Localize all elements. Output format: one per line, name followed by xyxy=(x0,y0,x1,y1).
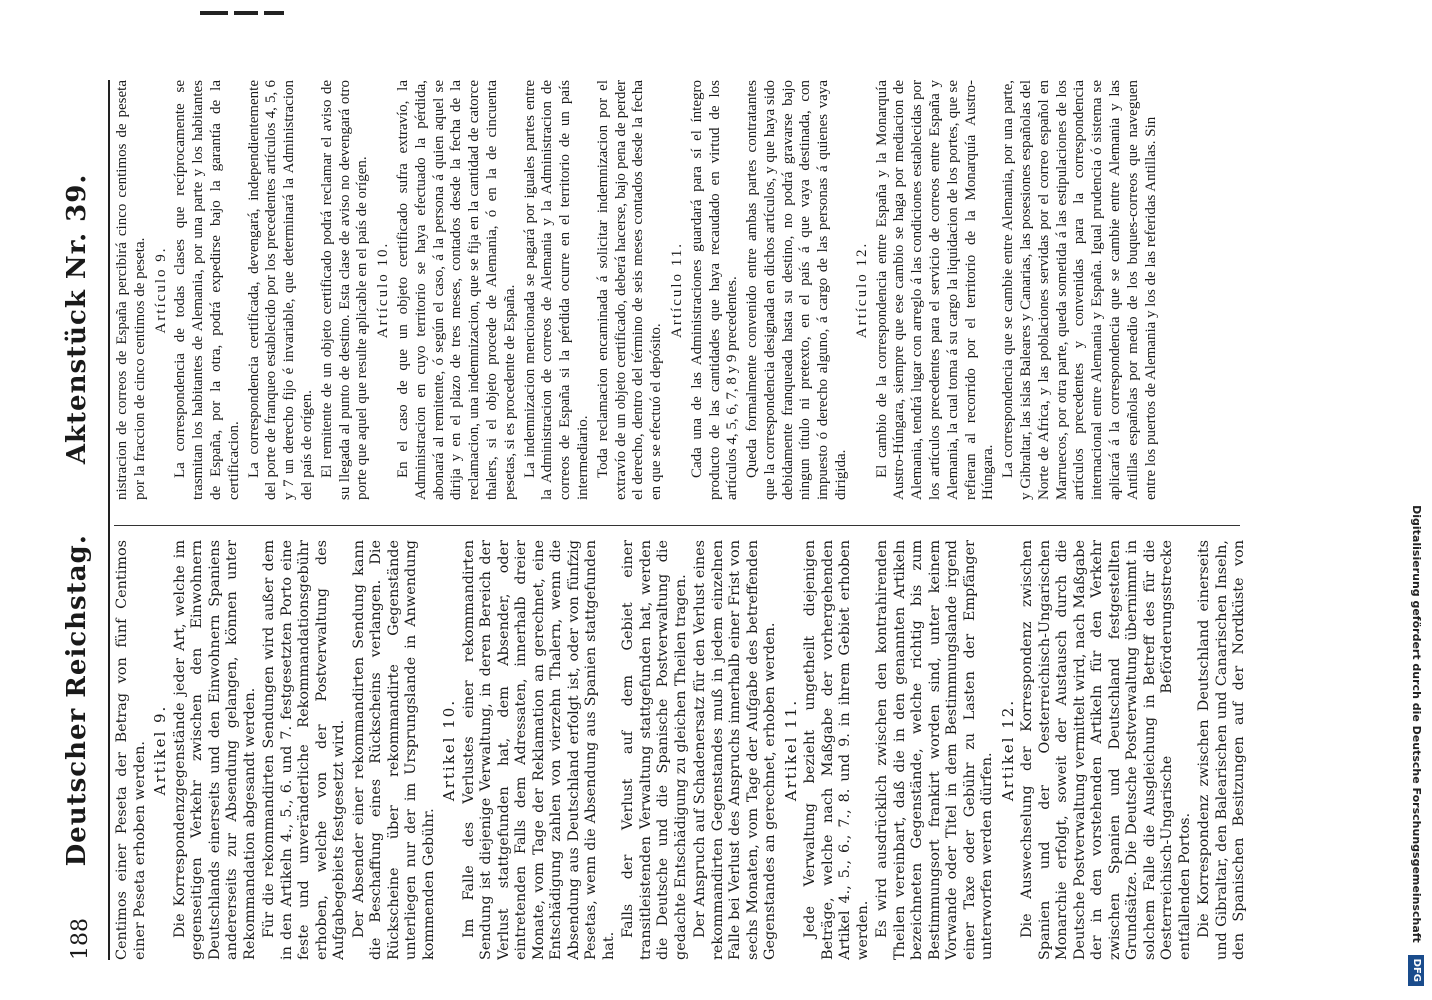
paragraph: La indemnizacion mencionada se pagará por iguales partes entre la Administracion de correos de Alemania y la Administracion de correos de España si la pérdida ocurre en el territorio de un país intermediario. xyxy=(521,80,591,500)
paragraph: Der Anspruch auf Schadenersatz für den Verlust eines rekommandirten Gegenstandes muß in jedem einzelnen Falle bei Verlust des Anspruchs innerhalb einer Frist von sechs Monaten, vom Tage der Aufgabe des betreffenden Gegenstandes an gerechnet, erhoben werden. xyxy=(692,540,778,960)
paragraph: La correspondencia de todas clases que recíprocamente se trasmitan los habitantes de Alemania, por una parte y los habitantes de España, por la otra, podrá expedirse bajo la garantía de la certificacion. xyxy=(172,80,242,500)
paragraph: nistracion de correos de España percibirá cinco centimos de peseta por la fraccion de cinco centimos de peseta. xyxy=(114,80,148,500)
article-heading: Artículo 12. xyxy=(853,241,870,339)
article-heading: Artikel 11. xyxy=(781,698,800,802)
column-divider xyxy=(114,525,1240,526)
paragraph: Falls der Verlust auf dem Gebiet einer transitleistenden Verwaltung stattgefunden hat, werden die Deutsche und die Spanische Postverwaltung die gedachte Entschädigung zu gleichen Theilen tragen. xyxy=(620,540,689,960)
header-title xyxy=(62,80,92,960)
article-heading: Artikel 9. xyxy=(151,704,169,796)
paragraph: El remitente de un objeto certificado podrá reclamar el aviso de su llegada al punto de destino. Esta clase de aviso no devengará otro porte que aquel que resulte aplicable en el país de orígen. xyxy=(318,80,371,500)
paragraph: Für die rekommandirten Sendungen wird außer dem in den Artikeln 4., 5., 6. und 7. festgesetzten Porto eine feste und unveränderliche Rekommandationsgebühr erhoben, welche von der Postverwaltung des Aufgabegebiets festgesetzt wird. xyxy=(261,540,347,960)
header-rule xyxy=(108,80,110,960)
paragraph: Die Auswechselung der Korrespondenz zwischen Spanien und der Oesterreichisch-Ungarischen Monarchie erfolgt, soweit der Austausch durch die Deutsche Postverwaltung vermittelt wird, nach Maßgabe der in den vorstehenden Artikeln für den Verkehr zwischen Spanien und Deutschland festgestellten Grundsätze. Die Deutsche Postverwaltung übernimmt in solchem Falle die Ausgleichung in Betreff des für die Oesterreichisch-Ungarische Beförderungsstrecke entfallenden Portos. xyxy=(1019,540,1193,960)
spanish-column xyxy=(114,80,1250,500)
article-heading: Artikel 12. xyxy=(998,698,1017,802)
paragraph: Die Korrespondenzgegenstände jeder Art, welche im gegenseitigen Verkehr zwischen den Einwohnern Deutschlands einerseits und den Einwohnern Spaniens andererseits zur Absendung gelangen, können unter Rekommandation abgesandt werden. xyxy=(171,540,258,960)
paragraph: El cambio de la correspondencia entre España y la Monarquía Austro-Húngara, siempre que ese cambio se haga por mediacion de Alemania, tendrá lugar con arreglo á las condiciones establecidas por los artículos precedentes para el servicio de correos entre España y Alemania, la cual toma á su cargo la liquidacion de los portes, que se refieran al recorrido por el territorio de la Monarquía Austro-Húngara. xyxy=(873,80,997,500)
paragraph: Jede Verwaltung bezieht ungetheilt diejenigen Beträge, welche nach Maßgabe der vorhergehenden Artikel 4., 5., 6., 7., 8. und 9. in ihrem Gebiet erhoben werden. xyxy=(802,540,871,960)
paragraph: La correspondencia certificada, devengará, independientemente del porte de franqueo establecido por los precedentes artículos 4, 5, 6 y 7 un derecho fijo é invariable, que determinará la Administracion del país de orígen. xyxy=(245,80,315,500)
credit-text: Digitalisierung gefördert durch die Deutsche Forschungsgemeinschaft xyxy=(1410,505,1423,943)
paragraph: Es wird ausdrücklich zwischen den kontrahirenden Theilen vereinbart, daß die in den genannten Artikeln bezeichneten Gegenstände, welche richtig bis zum Bestimmungsort frankirt worden sind, unter keinem Vorwande oder Titel in dem Bestimmungslande irgend einer Taxe oder Gebühr zu Lasten der Empfänger unterworfen werden dürfen. xyxy=(874,540,995,960)
header-title-right: Aktenstück Nr. 39. xyxy=(62,173,92,465)
article-heading: Artikel 10. xyxy=(440,698,458,802)
paragraph: Die Korrespondenz zwischen Deutschland einerseits und Gibraltar, den Balearischen und Canarischen Inseln, den Spanischen Besitzungen auf der Nordküste von xyxy=(1196,540,1247,960)
paragraph: En el caso de que un objeto certificado sufra extravío, la Administracion en cuyo territorio se haya efectuado la pérdida, abonará al remitente, ó según el caso, á la persona á quien aquel se dirija y en el plazo de tres meses, contados desde la fecha de la reclamacion, una indemnizacion, que se fija en la cantidad de catorce thalers, si el objeto procede de Alemania, ó en la de cincuenta pesetas, si es procedente de España. xyxy=(394,80,518,500)
header-title-left: Deutscher Reichstag. xyxy=(62,534,92,867)
paragraph: La correspondencia que se cambie entre Alemania, por una parte, y Gibraltar, las islas Baleares y Canarias, las posesiones españolas del Norte de Africa, y las poblaciones servidas por el correo español en Marruecos, por otra parte, queda sometida á las estipulaciones de los artículos precedentes y convenidas para la correspondencia internacional entre Alemania y España. Igual prudencia ó sistema se aplicará á la correspondencia que se cambie entre Alemania y las Antillas españolas por medio de los buques-correos que naveguen entre los puertos de Alemania y los de las referidas Antillas. Sin xyxy=(1000,80,1159,500)
article-heading: Artículo 10. xyxy=(375,241,392,339)
paragraph: Cada una de las Administraciones guardará para sí el íntegro producto de las cantidades que haya recaudado en virtud de los artículos 4, 5, 6, 7, 8 y 9 precedentes. xyxy=(688,80,741,500)
running-head xyxy=(60,80,100,960)
dfg-logo: DFG xyxy=(1408,955,1424,986)
paragraph: Toda reclamacion encaminada á solicitar indemnizacion por el extravío de un objeto certificado, deberá hacerse, bajo pena de perder el derecho, dentro del término de seis meses contados desde la fecha en que se efectuó el depósito. xyxy=(594,80,665,500)
article-heading: Artículo 9. xyxy=(152,246,169,334)
paragraph: Queda formalmente convenido entre ambas partes contratantes que la correspondencia designada en dichos artículos, y que haya sido debidamente franqueada hasta su destino, no podrá gravarse bajo ningun título ni pretexto, en el país á que vaya destinada, con impuesto ó derecho alguno, á cargo de las personas á quienes vaya dirigida. xyxy=(744,80,850,500)
page-number: 188 xyxy=(68,918,93,960)
article-heading: Artículo 11. xyxy=(668,242,685,338)
paragraph: Centimos einer Peseta der Betrag von fünf Centimos einer Peseta erhoben werden. xyxy=(114,540,148,960)
german-column xyxy=(114,540,1250,960)
paragraph: Im Falle des Verlustes einer rekommandirten Sendung ist diejenige Verwaltung, in deren Bereich der Verlust stattgefunden hat, dem Absender, oder eintretenden Falls dem Adressaten, innerhalb dreier Monate, vom Tage der Reklamation an gerechnet, eine Entschädigung zahlen von vierzehn Thalern, wenn die Absendung aus Deutschland erfolgt ist, oder von fünfzig Pesetas, wenn die Absendung aus Spanien stattgefunden hat. xyxy=(460,540,617,960)
paragraph: Der Absender einer rekommandirten Sendung kann die Beschaffung eines Rückscheins verlangen. Die Rückscheine über rekommandirte Gegenstände unterliegen nur der im Ursprungslande in Anwendung kommenden Gebühr. xyxy=(350,540,437,960)
digitization-credit xyxy=(1405,6,1429,996)
